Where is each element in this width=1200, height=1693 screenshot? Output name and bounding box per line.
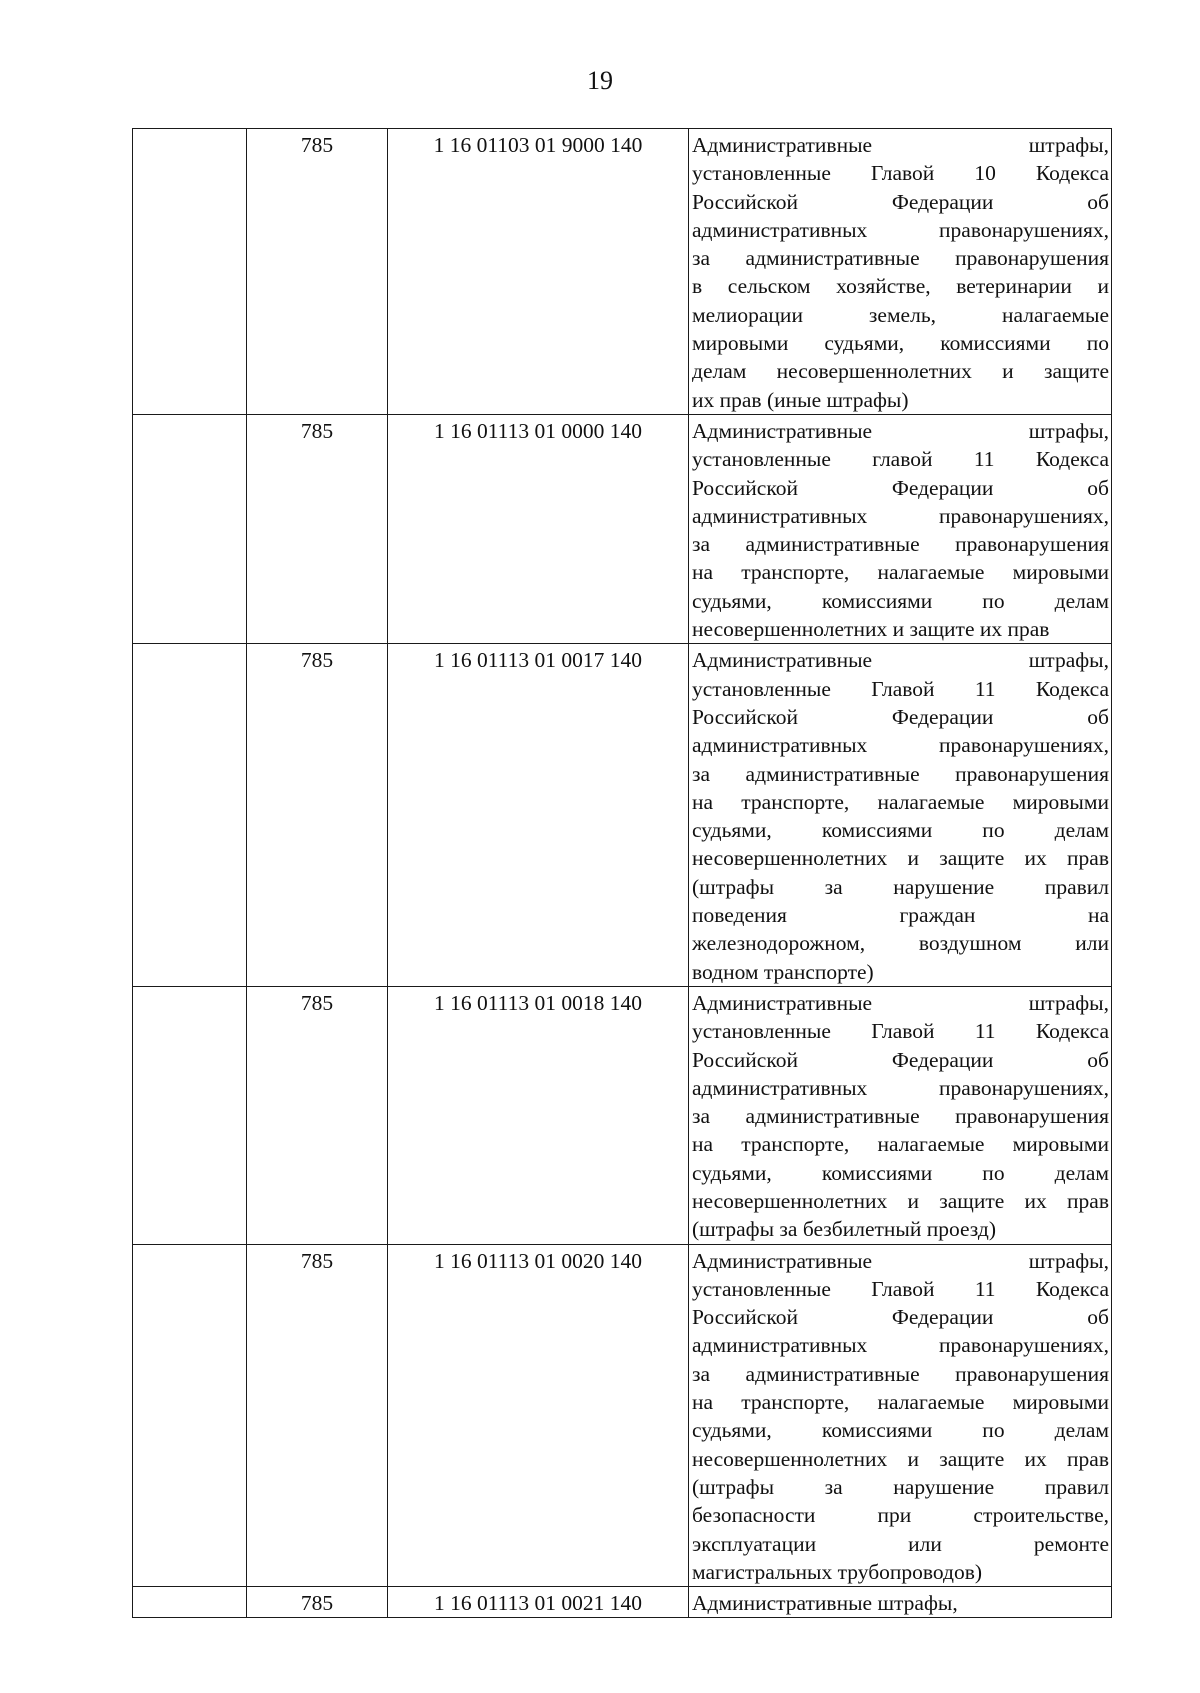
description-cell: [689, 644, 1112, 987]
kbk-code-cell: 1 16 01113 01 0018 140: [388, 986, 689, 1244]
description-line: Российской Федерации об: [692, 704, 1109, 729]
admin-code-cell: 785: [247, 1587, 388, 1618]
kbk-code-cell: 1 16 01103 01 9000 140: [388, 129, 689, 415]
description-line: на транспорте, налагаемые мировыми: [692, 789, 1109, 814]
empty-cell: [133, 1587, 247, 1618]
table-row: [133, 986, 1112, 1244]
admin-code-cell: 785: [247, 644, 388, 987]
description-line: в сельском хозяйстве, ветеринарии и: [692, 274, 1109, 299]
empty-cell: [133, 414, 247, 643]
empty-cell: [133, 129, 247, 415]
description-line: установленные Главой 11 Кодекса: [692, 1019, 1109, 1044]
description-line: административных правонарушениях,: [692, 503, 1109, 528]
kbk-code-cell: 1 16 01113 01 0000 140: [388, 414, 689, 643]
description-line: за административные правонарушения: [692, 1361, 1109, 1386]
description-cell: [689, 414, 1112, 643]
description-line: Административные штрафы,: [692, 1591, 958, 1616]
description-line: несовершеннолетних и защите их прав: [692, 617, 1050, 642]
description-line: Российской Федерации об: [692, 475, 1109, 500]
description-line: установленные Главой 11 Кодекса: [692, 676, 1109, 701]
description-line: за административные правонарушения: [692, 761, 1109, 786]
description-line: водном транспорте): [692, 959, 874, 984]
description-line: за административные правонарушения: [692, 1104, 1109, 1129]
description-line: установленные Главой 10 Кодекса: [692, 161, 1109, 186]
table-row: [133, 129, 1112, 415]
empty-cell: [133, 644, 247, 987]
admin-code-cell: 785: [247, 414, 388, 643]
description-cell: [689, 986, 1112, 1244]
description-line: судьями, комиссиями по делам: [692, 818, 1109, 843]
description-line: на транспорте, налагаемые мировыми: [692, 1132, 1109, 1157]
admin-code-cell: 785: [247, 986, 388, 1244]
description-line: несовершеннолетних и защите их прав: [692, 1446, 1109, 1471]
kbk-code-cell: 1 16 01113 01 0021 140: [388, 1587, 689, 1618]
description-line: судьями, комиссиями по делам: [692, 1160, 1109, 1185]
description-line: установленные Главой 11 Кодекса: [692, 1276, 1109, 1301]
description-line: административных правонарушениях,: [692, 1075, 1109, 1100]
table-body: [133, 129, 1112, 1618]
description-line: судьями, комиссиями по делам: [692, 1418, 1109, 1443]
description-line: административных правонарушениях,: [692, 1333, 1109, 1358]
table-row: [133, 1244, 1112, 1587]
description-line: мелиорации земель, налагаемые: [692, 302, 1109, 327]
description-line: Российской Федерации об: [692, 189, 1109, 214]
description-line: Административные штрафы,: [692, 1248, 1109, 1273]
description-line: административных правонарушениях,: [692, 217, 1109, 242]
description-line: за административные правонарушения: [692, 532, 1109, 557]
description-line: на транспорте, налагаемые мировыми: [692, 560, 1109, 585]
description-line: установленные главой 11 Кодекса: [692, 447, 1109, 472]
description-line: мировыми судьями, комиссиями по: [692, 331, 1109, 356]
empty-cell: [133, 1244, 247, 1587]
admin-code-cell: 785: [247, 129, 388, 415]
description-line: Российской Федерации об: [692, 1047, 1109, 1072]
kbk-code-cell: 1 16 01113 01 0017 140: [388, 644, 689, 987]
description-line: делам несовершеннолетних и защите: [692, 359, 1109, 384]
description-line: Российской Федерации об: [692, 1305, 1109, 1330]
description-line: их прав (иные штрафы): [692, 387, 909, 412]
table-row: [133, 644, 1112, 987]
page-number: 19: [587, 66, 613, 95]
description-line: на транспорте, налагаемые мировыми: [692, 1390, 1109, 1415]
description-line: эксплуатации или ремонте: [692, 1531, 1109, 1556]
description-line: судьями, комиссиями по делам: [692, 588, 1109, 613]
budget-codes-table: [132, 128, 1112, 1618]
description-line: безопасности при строительстве,: [692, 1503, 1109, 1528]
description-line: железнодорожном, воздушном или: [692, 931, 1109, 956]
description-line: Административные штрафы,: [692, 418, 1109, 443]
table-row: [133, 414, 1112, 643]
description-line: административных правонарушениях,: [692, 733, 1109, 758]
empty-cell: [133, 986, 247, 1244]
description-cell: [689, 1587, 1112, 1618]
description-cell: [689, 1244, 1112, 1587]
admin-code-cell: 785: [247, 1244, 388, 1587]
description-line: несовершеннолетних и защите их прав: [692, 846, 1109, 871]
description-cell: [689, 129, 1112, 415]
description-line: (штрафы за нарушение правил: [692, 1474, 1109, 1499]
description-line: (штрафы за нарушение правил: [692, 874, 1109, 899]
description-line: (штрафы за безбилетный проезд): [692, 1217, 997, 1242]
table-row: [133, 1587, 1112, 1618]
description-line: за административные правонарушения: [692, 246, 1109, 271]
description-line: Административные штрафы,: [692, 133, 1109, 157]
description-line: магистральных трубопроводов): [692, 1559, 983, 1584]
kbk-code-cell: 1 16 01113 01 0020 140: [388, 1244, 689, 1587]
description-line: Административные штрафы,: [692, 990, 1109, 1015]
description-line: Административные штрафы,: [692, 648, 1109, 673]
description-line: несовершеннолетних и защите их прав: [692, 1188, 1109, 1213]
description-line: поведения граждан на: [692, 903, 1109, 928]
